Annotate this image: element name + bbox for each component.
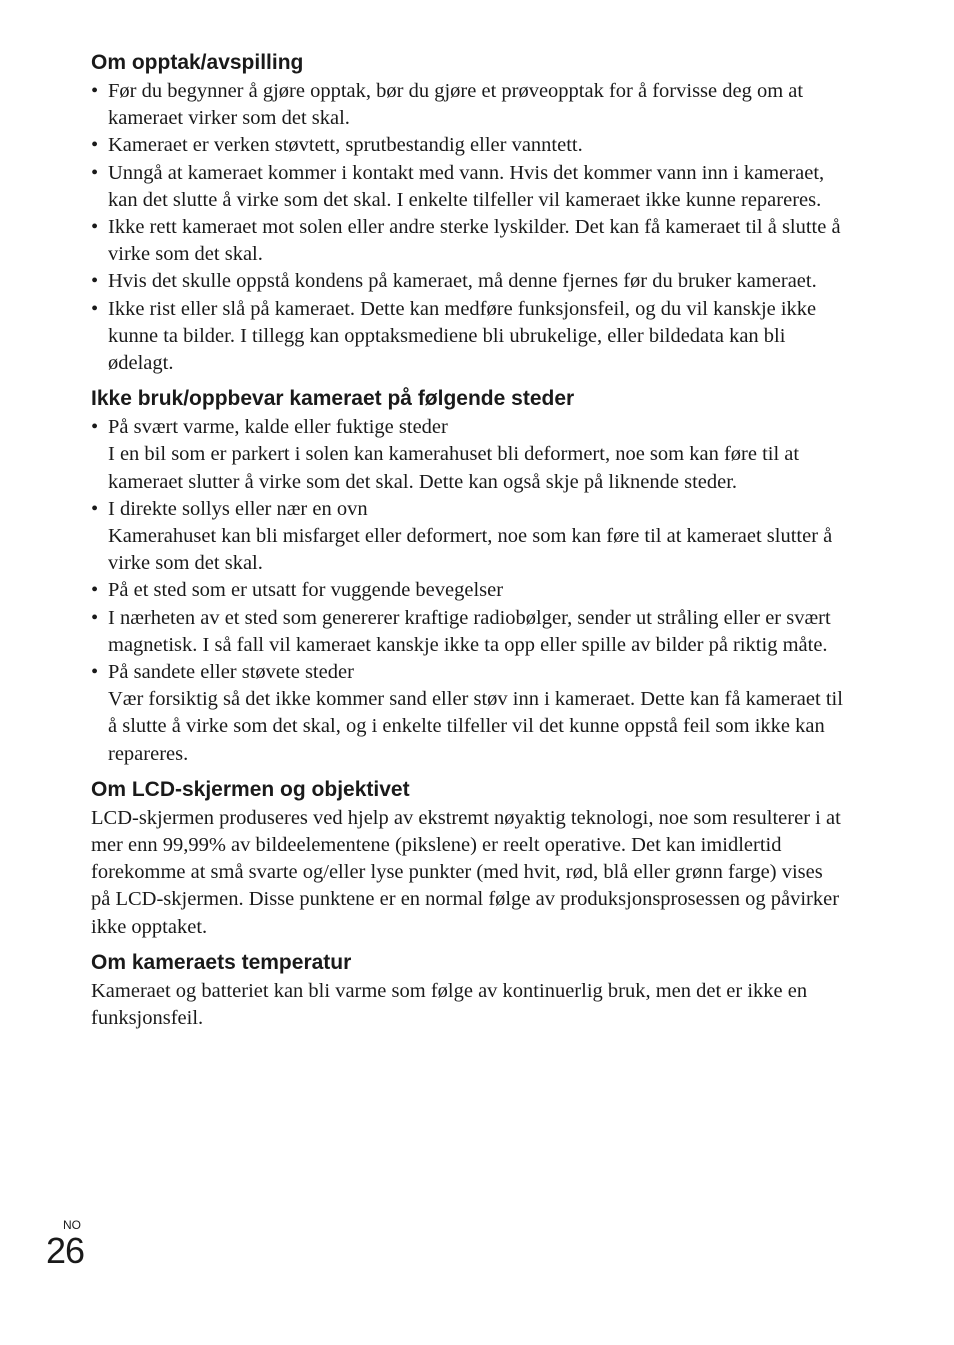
language-code: NO: [63, 1218, 81, 1232]
list-item: • Før du begynner å gjøre opptak, bør du gjøre et prøveopptak for å forvisse deg om at kameraet virker som det skal.: [91, 80, 804, 130]
section-temperature: [91, 948, 843, 1032]
section-paragraph: Kameraet og batteriet kan bli varme som følge av kontinuerlig bruk, men det er ikke en funksjonsfeil.: [91, 979, 808, 1030]
section-lcd-lens: [91, 775, 843, 941]
section-recording-playback: [91, 48, 843, 377]
bullet-list: [91, 78, 843, 377]
section-paragraph: LCD-skjermen produseres ved hjelp av ekstremt nøyaktig teknologi, noe som resulterer i at mer enn 99,99% av bildeelementene (pikslene) er reelt operative. Det kan imidlertid forekomme at små svarte og/eller lyse punkter (med hvit, rød, blå eller grønn farge) vises på LCD-skjermen. Disse punktene er en normal følge av produksjonsprosessen og påvirker ikke opptaket.: [91, 806, 841, 938]
list-item: • Kameraet er verken støvtett, sprutbestandig eller vanntett.: [91, 132, 843, 159]
bullet-icon: •: [91, 297, 99, 320]
list-item-detail: Kamerahuset kan bli misfarget eller deformert, noe som kan føre til at kameraet slutter å virke som det skal.: [108, 525, 833, 575]
section-heading: Om opptak/avspilling: [91, 51, 304, 74]
section-heading: Om kameraets temperatur: [91, 950, 352, 974]
list-item: • Unngå at kameraet kommer i kontakt med vann. Hvis det kommer vann inn i kameraet, kan det slutte å virke som det skal. I enkelte tilfeller vil kameraet ikke kunne repareres.: [91, 161, 825, 211]
list-item: • Ikke rett kameraet mot solen eller andre sterke lyskilder. Det kan få kameraet til å slutte å virke som det skal.: [91, 216, 841, 266]
bullet-list: [91, 414, 843, 768]
list-item: • Ikke rist eller slå på kameraet. Dette kan medføre funksjonsfeil, og du vil kanskje ikke kunne ta bilder. I tillegg kan opptaksmediene bli ubrukelige, eller bildedata kan bli ødelagt.: [91, 297, 817, 375]
bullet-icon: •: [91, 497, 99, 520]
bullet-icon: •: [91, 606, 99, 629]
list-item: • I direkte sollys eller nær en ovn Kamerahuset kan bli misfarget eller deformert, noe som kan føre til at kameraet slutter å virke som det skal.: [91, 496, 843, 578]
bullet-icon: •: [91, 270, 99, 293]
list-item-detail: I en bil som er parkert i solen kan kamerahuset bli deformert, noe som kan føre til at kameraet slutter å virke som det skal. Dette kan også skje på liknende steder.: [108, 443, 800, 493]
list-item: • På sandete eller støvete steder Vær forsiktig så det ikke kommer sand eller støv inn i kameraet. Dette kan få kameraet til å slutte å virke som det skal, og i enkelte tilfeller vil det kunne oppstå feil som ikke kan repareres.: [91, 659, 843, 768]
section-heading: Om LCD-skjermen og objektivet: [91, 777, 410, 801]
page-footer: [46, 1218, 84, 1270]
bullet-icon: •: [91, 416, 99, 439]
list-item: • På et sted som er utsatt for vuggende bevegelser: [91, 577, 843, 604]
bullet-icon: •: [91, 579, 99, 602]
bullet-icon: •: [91, 80, 99, 102]
section-heading: Ikke bruk/oppbevar kameraet på følgende steder: [91, 387, 575, 411]
section-avoid-locations: [91, 384, 843, 768]
page-number: 26: [46, 1230, 85, 1271]
list-item-detail: Vær forsiktig så det ikke kommer sand eller støv inn i kameraet. Dette kan få kameraet til å slutte å virke som det skal, og i enkelte tilfeller vil det kunne oppstå feil som ikke kan repareres.: [108, 688, 843, 765]
list-item: • I nærheten av et sted som genererer kraftige radiobølger, sender ut stråling eller er svært magnetisk. I så fall vil kameraet kanskje ikke ta opp eller spille av bilder på riktig måte.: [91, 606, 831, 656]
bullet-icon: •: [91, 134, 99, 157]
bullet-icon: •: [91, 216, 99, 239]
list-item: • På svært varme, kalde eller fuktige steder I en bil som er parkert i solen kan kamerahuset bli deformert, noe som kan føre til at kameraet slutter å virke som det skal. Dette kan også skje på liknende steder.: [91, 414, 843, 496]
bullet-icon: •: [91, 661, 99, 684]
page-content: [91, 48, 843, 1039]
bullet-icon: •: [91, 161, 99, 184]
list-item: • Hvis det skulle oppstå kondens på kameraet, må denne fjernes før du bruker kameraet.: [91, 268, 843, 295]
